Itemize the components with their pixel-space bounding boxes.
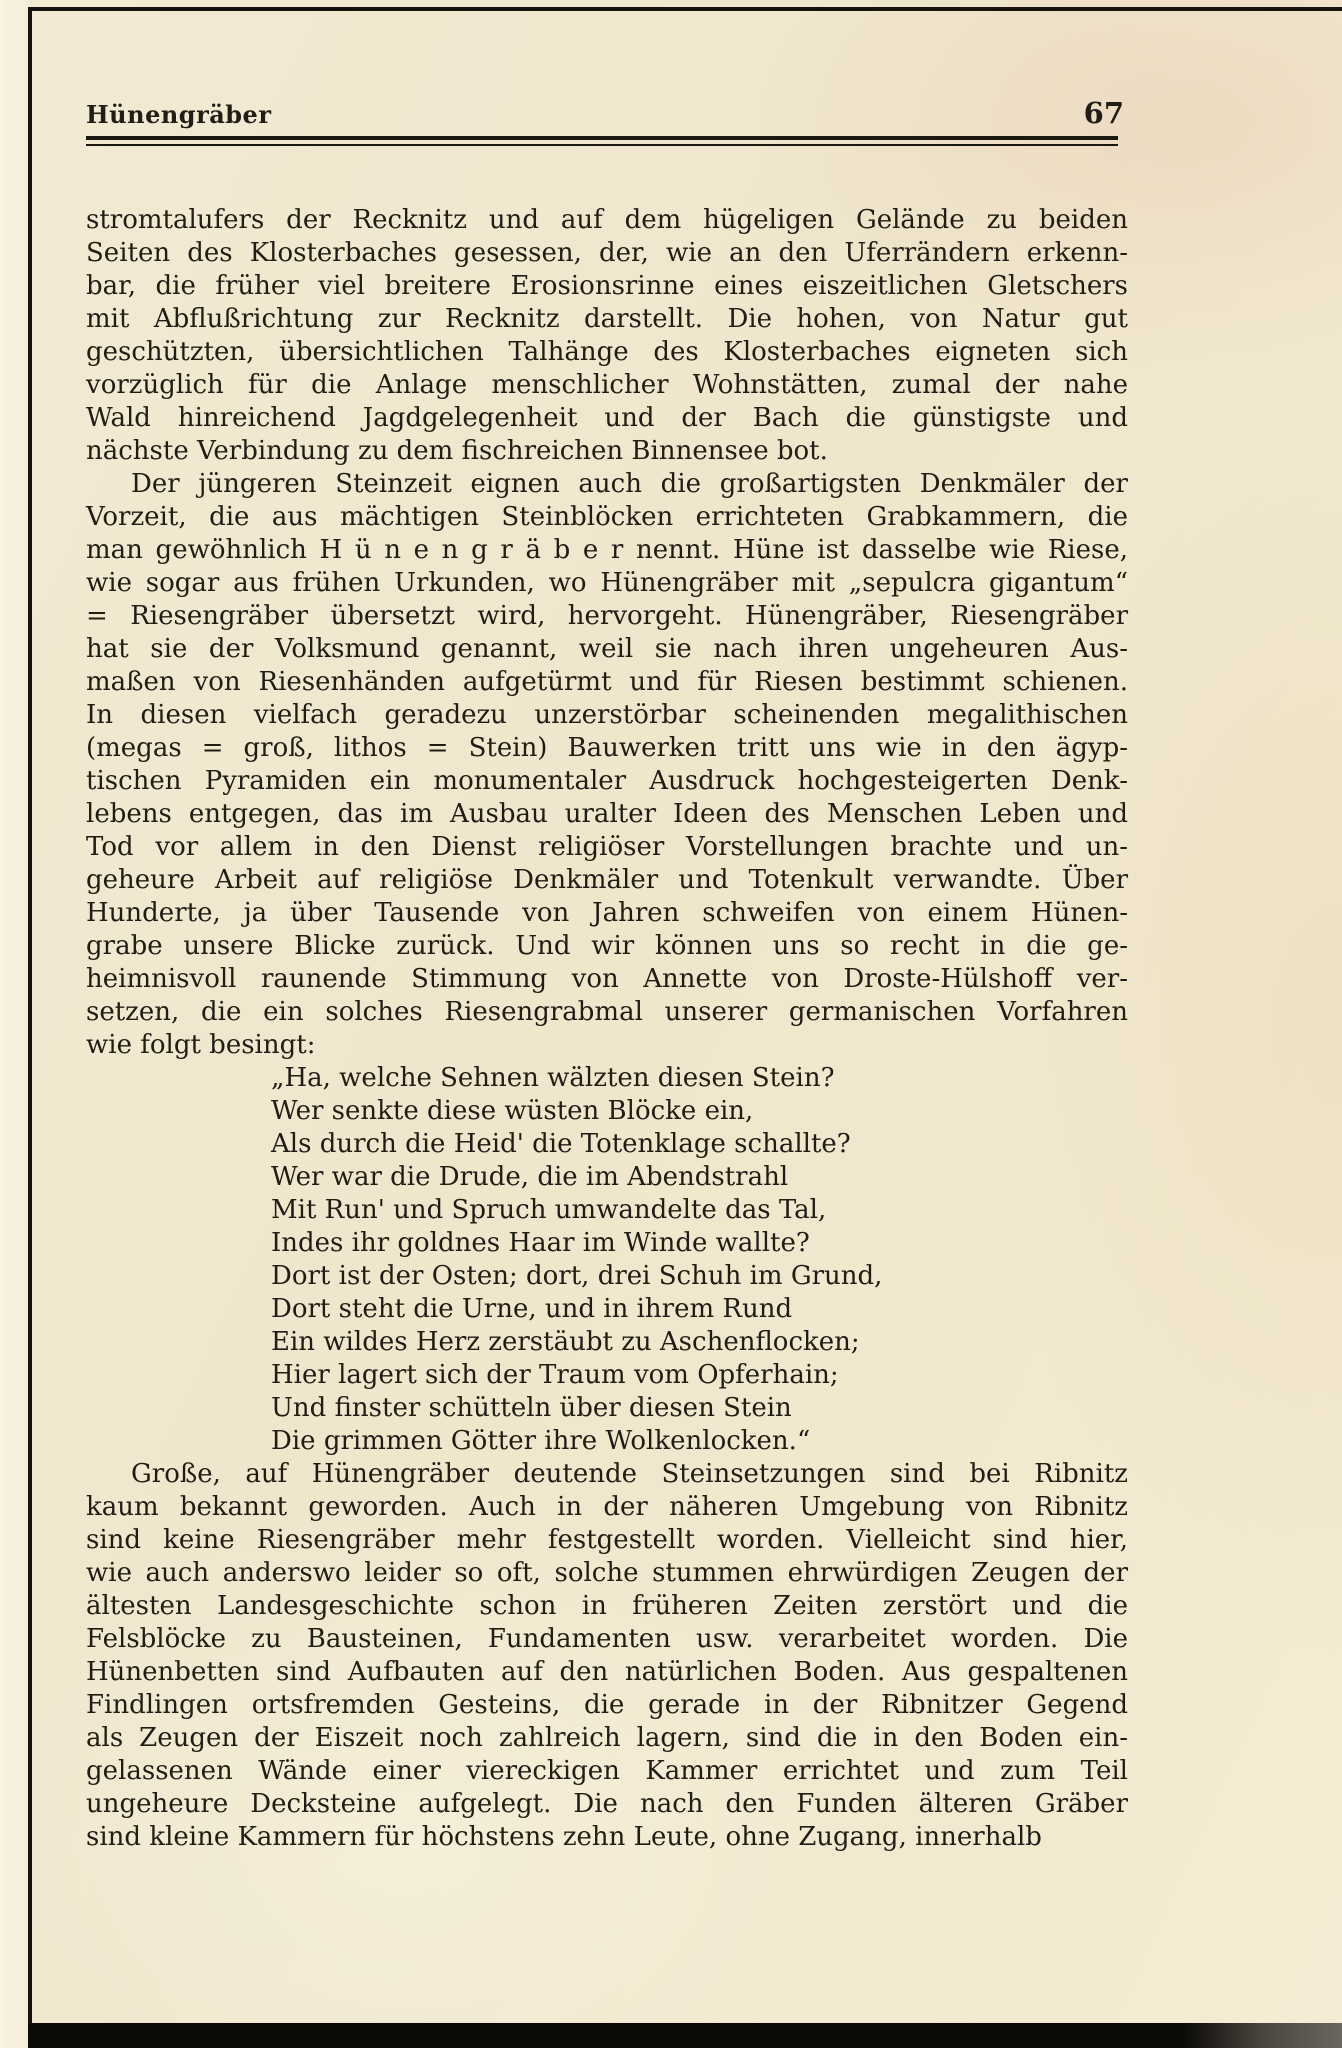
- text-line: hat sie der Volksmund genannt, weil sie nach ihren ungeheuren Aus-: [86, 634, 1128, 664]
- text-line: ungeheure Decksteine aufgelegt. Die nach den Funden älteren Gräber: [86, 1789, 1128, 1819]
- text-line: vorzüglich für die Anlage menschlicher Wohnstätten, zumal der nahe: [86, 370, 1128, 400]
- text-line: Wald hinreichend Jagdgelegenheit und der Bach die günstigste und: [86, 403, 1128, 433]
- text-line: sind keine Riesengräber mehr festgestellt worden. Vielleicht sind hier,: [86, 1525, 1128, 1555]
- text-line: Hünenbetten sind Aufbauten auf den natürlichen Boden. Aus gespaltenen: [86, 1657, 1128, 1687]
- page-number: 67: [1083, 96, 1124, 130]
- poem-line: Ein wildes Herz zerstäubt zu Aschenflocken;: [271, 1327, 860, 1357]
- paragraph: [86, 468, 1128, 1062]
- poem-block: [86, 1062, 1128, 1458]
- text-line: (megas = groß, lithos = Stein) Bauwerken tritt uns wie in den ägyp-: [86, 733, 1128, 763]
- page-content: [86, 96, 1128, 1854]
- poem-line: Dort steht die Urne, und in ihrem Rund: [271, 1294, 793, 1324]
- text-body: [86, 204, 1128, 1854]
- poem-line: Hier lagert sich der Traum vom Opferhain;: [271, 1360, 839, 1390]
- poem-line: Die grimmen Götter ihre Wolkenlocken.“: [271, 1426, 811, 1456]
- text-line: gelassenen Wände einer viereckigen Kammer errichtet und zum Teil: [86, 1756, 1128, 1786]
- poem-line: Indes ihr goldnes Haar im Winde wallte?: [271, 1228, 810, 1258]
- page-header: [86, 96, 1128, 130]
- poem-line: Wer war die Drude, die im Abendstrahl: [271, 1162, 789, 1192]
- text-line: Findlingen ortsfremden Gesteins, die gerade in der Ribnitzer Gegend: [86, 1690, 1128, 1720]
- text-line: kaum bekannt geworden. Auch in der näheren Umgebung von Ribnitz: [86, 1492, 1128, 1522]
- text-line: setzen, die ein solches Riesengrabmal unserer germanischen Vorfahren: [86, 997, 1128, 1027]
- text-line: wie auch anderswo leider so oft, solche stummen ehrwürdigen Zeugen der: [86, 1558, 1128, 1588]
- text-line: geheure Arbeit auf religiöse Denkmäler und Totenkult verwandte. Über: [86, 865, 1128, 895]
- scan-border-top: [28, 7, 1342, 11]
- text-line: als Zeugen der Eiszeit noch zahlreich lagern, sind die in den Boden ein-: [86, 1723, 1128, 1753]
- text-line: man gewöhnlich H ü n e n g r ä b e r nennt. Hüne ist dasselbe wie Riese,: [86, 535, 1128, 565]
- text-line: mit Abflußrichtung zur Recknitz darstellt. Die hohen, von Natur gut: [86, 304, 1128, 334]
- text-line: Seiten des Klosterbaches gesessen, der, wie an den Uferrändern erkenn-: [86, 238, 1128, 268]
- paragraph: [86, 1458, 1128, 1854]
- text-line: Große, auf Hünengräber deutende Steinsetzungen sind bei Ribnitz: [131, 1459, 1128, 1489]
- poem-line: Und finster schütteln über diesen Stein: [271, 1393, 792, 1423]
- text-line: = Riesengräber übersetzt wird, hervorgeht. Hünengräber, Riesengräber: [86, 601, 1128, 631]
- text-line: bar, die früher viel breitere Erosionsrinne eines eiszeitlichen Gletschers: [86, 271, 1128, 301]
- poem-line: Als durch die Heid' die Totenklage schallte?: [271, 1129, 851, 1159]
- header-rule: [86, 136, 1118, 146]
- text-line: heimnisvoll raunende Stimmung von Annette von Droste-Hülshoff ver-: [86, 964, 1128, 994]
- text-line: grabe unsere Blicke zurück. Und wir können uns so recht in die ge-: [86, 931, 1128, 961]
- text-line: In diesen vielfach geradezu unzerstörbar scheinenden megalithischen: [86, 700, 1128, 730]
- text-line: Hunderte, ja über Tausende von Jahren schweifen von einem Hünen-: [86, 898, 1128, 928]
- poem-line: Mit Run' und Spruch umwandelte das Tal,: [271, 1195, 827, 1225]
- text-line: lebens entgegen, das im Ausbau uralter Ideen des Menschen Leben und: [86, 799, 1128, 829]
- poem-line: „Ha, welche Sehnen wälzten diesen Stein?: [271, 1063, 835, 1093]
- text-line: wie sogar aus frühen Urkunden, wo Hünengräber mit „sepulcra gigantum“: [86, 568, 1128, 598]
- text-line: tischen Pyramiden ein monumentaler Ausdruck hochgesteigerten Denk-: [86, 766, 1128, 796]
- text-line: Tod vor allem in den Dienst religiöser Vorstellungen brachte und un-: [86, 832, 1128, 862]
- running-title: Hünengräber: [86, 100, 272, 129]
- text-line: Vorzeit, die aus mächtigen Steinblöcken errichteten Grabkammern, die: [86, 502, 1128, 532]
- scan-border-bottom: [28, 2023, 1342, 2048]
- text-line: wie folgt besingt:: [86, 1030, 316, 1060]
- text-line: nächste Verbindung zu dem fischreichen Binnensee bot.: [86, 436, 828, 466]
- poem-line: Wer senkte diese wüsten Blöcke ein,: [271, 1096, 754, 1126]
- text-line: stromtalufers der Recknitz und auf dem hügeligen Gelände zu beiden: [86, 205, 1128, 235]
- page-left-margin: [0, 0, 28, 2048]
- text-line: sind kleine Kammern für höchstens zehn Leute, ohne Zugang, innerhalb: [86, 1822, 1042, 1852]
- text-line: geschützten, übersichtlichen Talhänge des Klosterbaches eigneten sich: [86, 337, 1128, 367]
- text-line: ältesten Landesgeschichte schon in früheren Zeiten zerstört und die: [86, 1591, 1128, 1621]
- poem-line: Dort ist der Osten; dort, drei Schuh im Grund,: [271, 1261, 883, 1291]
- text-line: Felsblöcke zu Bausteinen, Fundamenten usw. verarbeitet worden. Die: [86, 1624, 1128, 1654]
- scan-border-left: [28, 7, 32, 2023]
- paragraph: [86, 204, 1128, 468]
- text-line: Der jüngeren Steinzeit eignen auch die großartigsten Denkmäler der: [131, 469, 1128, 499]
- text-line: maßen von Riesenhänden aufgetürmt und für Riesen bestimmt schienen.: [86, 667, 1128, 697]
